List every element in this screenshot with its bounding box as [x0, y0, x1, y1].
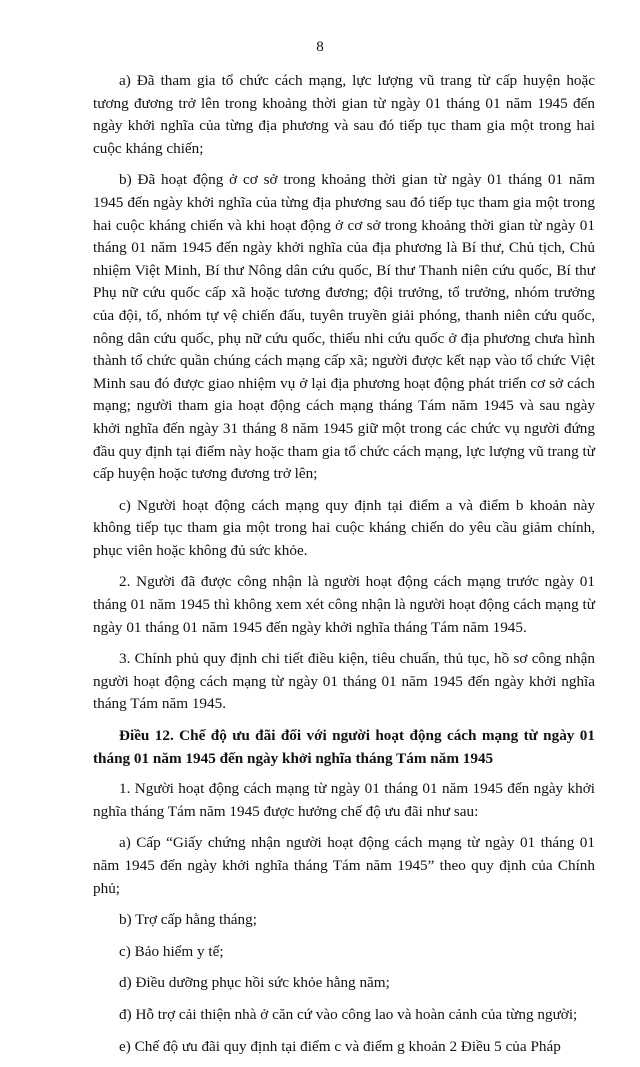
paragraph-clause-c: c) Người hoạt động cách mạng quy định tại điểm a và điểm b khoản này không tiếp tục tham gia một trong hai cuộc kháng chiến do yêu cầu giảm chính, phục viên hoặc không đủ sức khỏe. [93, 496, 595, 559]
article-12-point-dd: đ) Hỗ trợ cải thiện nhà ở căn cứ vào công lao và hoàn cảnh của từng người; [119, 1005, 578, 1023]
article-12-point-d: d) Điều dưỡng phục hồi sức khỏe hằng năm; [119, 974, 390, 992]
article-12-point-a: a) Cấp “Giấy chứng nhận người hoạt động cách mạng từ ngày 01 tháng 01 năm 1945 đến ngày khởi nghĩa tháng Tám năm 1945” theo quy định của Chính phủ; [93, 834, 595, 897]
article-12-point-b: b) Trợ cấp hằng tháng; [119, 911, 257, 929]
page-number: 8 [316, 39, 324, 55]
article-12-point-e: e) Chế độ ưu đãi quy định tại điểm c và điểm g khoản 2 Điều 5 của Pháp [119, 1037, 561, 1055]
article-12-title: Điều 12. Chế độ ưu đãi đối với người hoạt động cách mạng từ ngày 01 tháng 01 năm 1945 đến ngày khởi nghĩa tháng Tám năm 1945 [93, 727, 595, 767]
paragraph-item-2: 2. Người đã được công nhận là người hoạt động cách mạng trước ngày 01 tháng 01 năm 1945 thì không xem xét công nhận là người hoạt động cách mạng từ ngày 01 tháng 01 năm 1945 đến ngày khởi nghĩa tháng Tám năm 1945. [93, 573, 595, 636]
paragraph-clause-b: b) Đã hoạt động ở cơ sở trong khoảng thời gian từ ngày 01 tháng 01 năm 1945 đến ngày khởi nghĩa của từng địa phương sau đó tiếp tục tham gia một trong hai cuộc kháng chiến và khi hoạt động ở cơ sở trong khoảng thời gian từ ngày 01 tháng 01 năm 1945 đến ngày khởi nghĩa của địa phương là Bí thư, Chủ tịch, Chủ nhiệm Việt Minh, Bí thư Nông dân cứu quốc, Bí thư Thanh niên cứu quốc, Bí thư Phụ nữ cứu quốc cấp xã hoặc tương đương; đội trưởng, tổ trưởng, nhóm trưởng của đội, tổ, nhóm tự vệ chiến đấu, tuyên truyền giải phóng, thanh niên cứu quốc, nông dân cứu quốc, phụ nữ cứu quốc, thiếu nhi cứu quốc ở địa phương chưa hình thành tổ chức quần chúng cách mạng cấp xã; người được kết nạp vào tổ chức Việt Minh sau đó được giao nhiệm vụ ở lại địa phương hoạt động phát triển cơ sở cách mạng; người tham gia hoạt động cách mạng tháng Tám năm 1945 và sau ngày khởi nghĩa đến ngày 31 tháng 8 năm 1945 giữ một trong các chức vụ người đứng đầu quy định tại điểm này hoặc tham gia tổ chức cách mạng, lực lượng vũ trang từ cấp huyện hoặc tương đương trở lên; [93, 171, 595, 483]
article-12-point-c: c) Bảo hiểm y tế; [119, 942, 224, 960]
paragraph-clause-a: a) Đã tham gia tổ chức cách mạng, lực lượng vũ trang từ cấp huyện hoặc tương đương trở lên trong khoảng thời gian từ ngày 01 tháng 01 năm 1945 đến ngày khởi nghĩa của từng địa phương và sau đó tiếp tục tham gia một trong hai cuộc kháng chiến; [93, 72, 595, 157]
paragraph-item-3: 3. Chính phủ quy định chi tiết điều kiện, tiêu chuẩn, thủ tục, hồ sơ công nhận người hoạt động cách mạng từ ngày 01 tháng 01 năm 1945 đến ngày khởi nghĩa tháng Tám năm 1945. [93, 650, 595, 713]
article-12-item-1: 1. Người hoạt động cách mạng từ ngày 01 tháng 01 năm 1945 đến ngày khởi nghĩa tháng Tám năm 1945 được hưởng chế độ ưu đãi như sau: [93, 780, 595, 820]
document-body [93, 70, 595, 1067]
